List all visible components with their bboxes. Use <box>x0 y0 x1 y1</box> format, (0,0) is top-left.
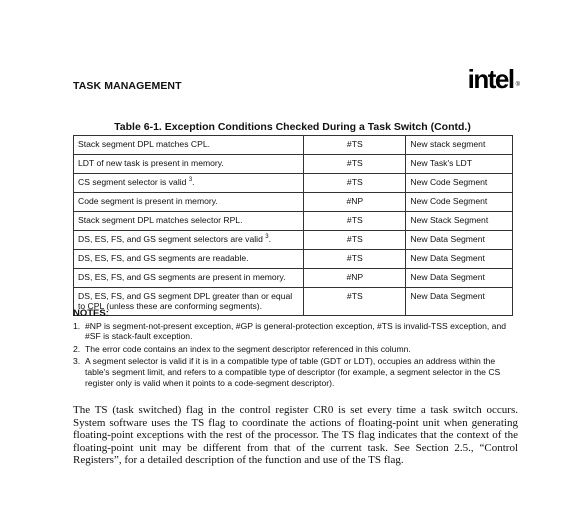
footnote-ref: 3 <box>265 234 269 241</box>
note-text: A segment selector is valid if it is in a compatible type of table (GDT or LDT), occupies an address within the table's segment limit, and refers to a compatible type of descriptor (for example, a segment selector in the CS register only is valid when it points to a code-segment descriptor). <box>85 356 501 388</box>
registered-mark: ® <box>515 82 520 88</box>
table-row <box>74 155 513 174</box>
notes-section <box>73 309 518 390</box>
reference-cell: New Data Segment <box>406 269 513 288</box>
exception-cell: #NP <box>304 269 406 288</box>
condition-tail: . <box>268 234 271 244</box>
exception-cell: #TS <box>304 212 406 231</box>
intel-logo <box>468 64 518 95</box>
reference-cell: New stack segment <box>406 136 513 155</box>
table-row <box>74 174 513 193</box>
condition-cell: Stack segment DPL matches selector RPL. <box>74 212 304 231</box>
footnote-ref: 3 <box>188 177 193 184</box>
table-row <box>74 231 513 250</box>
note-text: The error code contains an index to the segment descriptor referenced in this column. <box>85 343 411 354</box>
exception-conditions-table <box>73 135 513 316</box>
exception-cell: #TS <box>304 231 406 250</box>
notes-title: NOTES: <box>73 308 109 319</box>
condition-tail: . <box>192 177 195 187</box>
table-row <box>74 212 513 231</box>
reference-cell: New Stack Segment <box>406 212 513 231</box>
reference-cell: New Task's LDT <box>406 155 513 174</box>
table-row <box>74 250 513 269</box>
reference-cell: New Data Segment <box>406 231 513 250</box>
condition-cell: Code segment is present in memory. <box>74 193 304 212</box>
page-header <box>73 64 520 100</box>
condition-text: DS, ES, FS, and GS segment selectors are valid <box>78 234 263 244</box>
table-row <box>74 136 513 155</box>
note-number: 3. <box>73 356 81 367</box>
condition-cell: LDT of new task is present in memory. <box>74 155 304 174</box>
condition-text: CS segment selector is valid <box>78 177 187 187</box>
exception-cell: #TS <box>304 174 406 193</box>
condition-cell: DS, ES, FS, and GS segment DPL greater than or equal to CPL (unless these are conforming segments). <box>74 288 304 316</box>
note-item <box>73 321 518 342</box>
note-item <box>73 344 518 355</box>
table-row <box>74 193 513 212</box>
logo-text: intel <box>467 64 514 94</box>
note-number: 1. <box>73 320 81 331</box>
note-item <box>73 356 518 388</box>
exception-cell: #TS <box>304 136 406 155</box>
condition-cell: Stack segment DPL matches CPL. <box>74 136 304 155</box>
section-title: TASK MANAGEMENT <box>73 80 182 92</box>
reference-cell: New Code Segment <box>406 193 513 212</box>
exception-cell: #NP <box>304 193 406 212</box>
exception-cell: #TS <box>304 288 406 316</box>
reference-cell: New Data Segment <box>406 250 513 269</box>
note-number: 2. <box>73 343 81 354</box>
condition-cell <box>74 174 304 193</box>
table-row <box>74 269 513 288</box>
body-paragraph: The TS (task switched) flag in the control register CR0 is set every time a task switch occurs. System software uses the TS flag to coordinate the actions of floating-point unit when generating floating-point exceptions with the rest of the processor. The TS flag indicates that the context of the floating-point unit may be different from that of the current task. See Section 2.5., “Control Registers”, for a detailed description of the function and use of the TS flag. <box>73 404 518 467</box>
condition-cell: DS, ES, FS, and GS segments are readable. <box>74 250 304 269</box>
reference-cell: New Data Segment <box>406 288 513 316</box>
exception-cell: #TS <box>304 250 406 269</box>
note-text: #NP is segment-not-present exception, #GP is general-protection exception, #TS is invalid-TSS exception, and #SF is stack-fault exception. <box>85 320 507 342</box>
condition-cell: DS, ES, FS, and GS segments are present in memory. <box>74 269 304 288</box>
exception-cell: #TS <box>304 155 406 174</box>
condition-cell <box>74 231 304 250</box>
table-caption: Table 6-1. Exception Conditions Checked During a Task Switch (Contd.) <box>114 121 471 133</box>
reference-cell: New Code Segment <box>406 174 513 193</box>
